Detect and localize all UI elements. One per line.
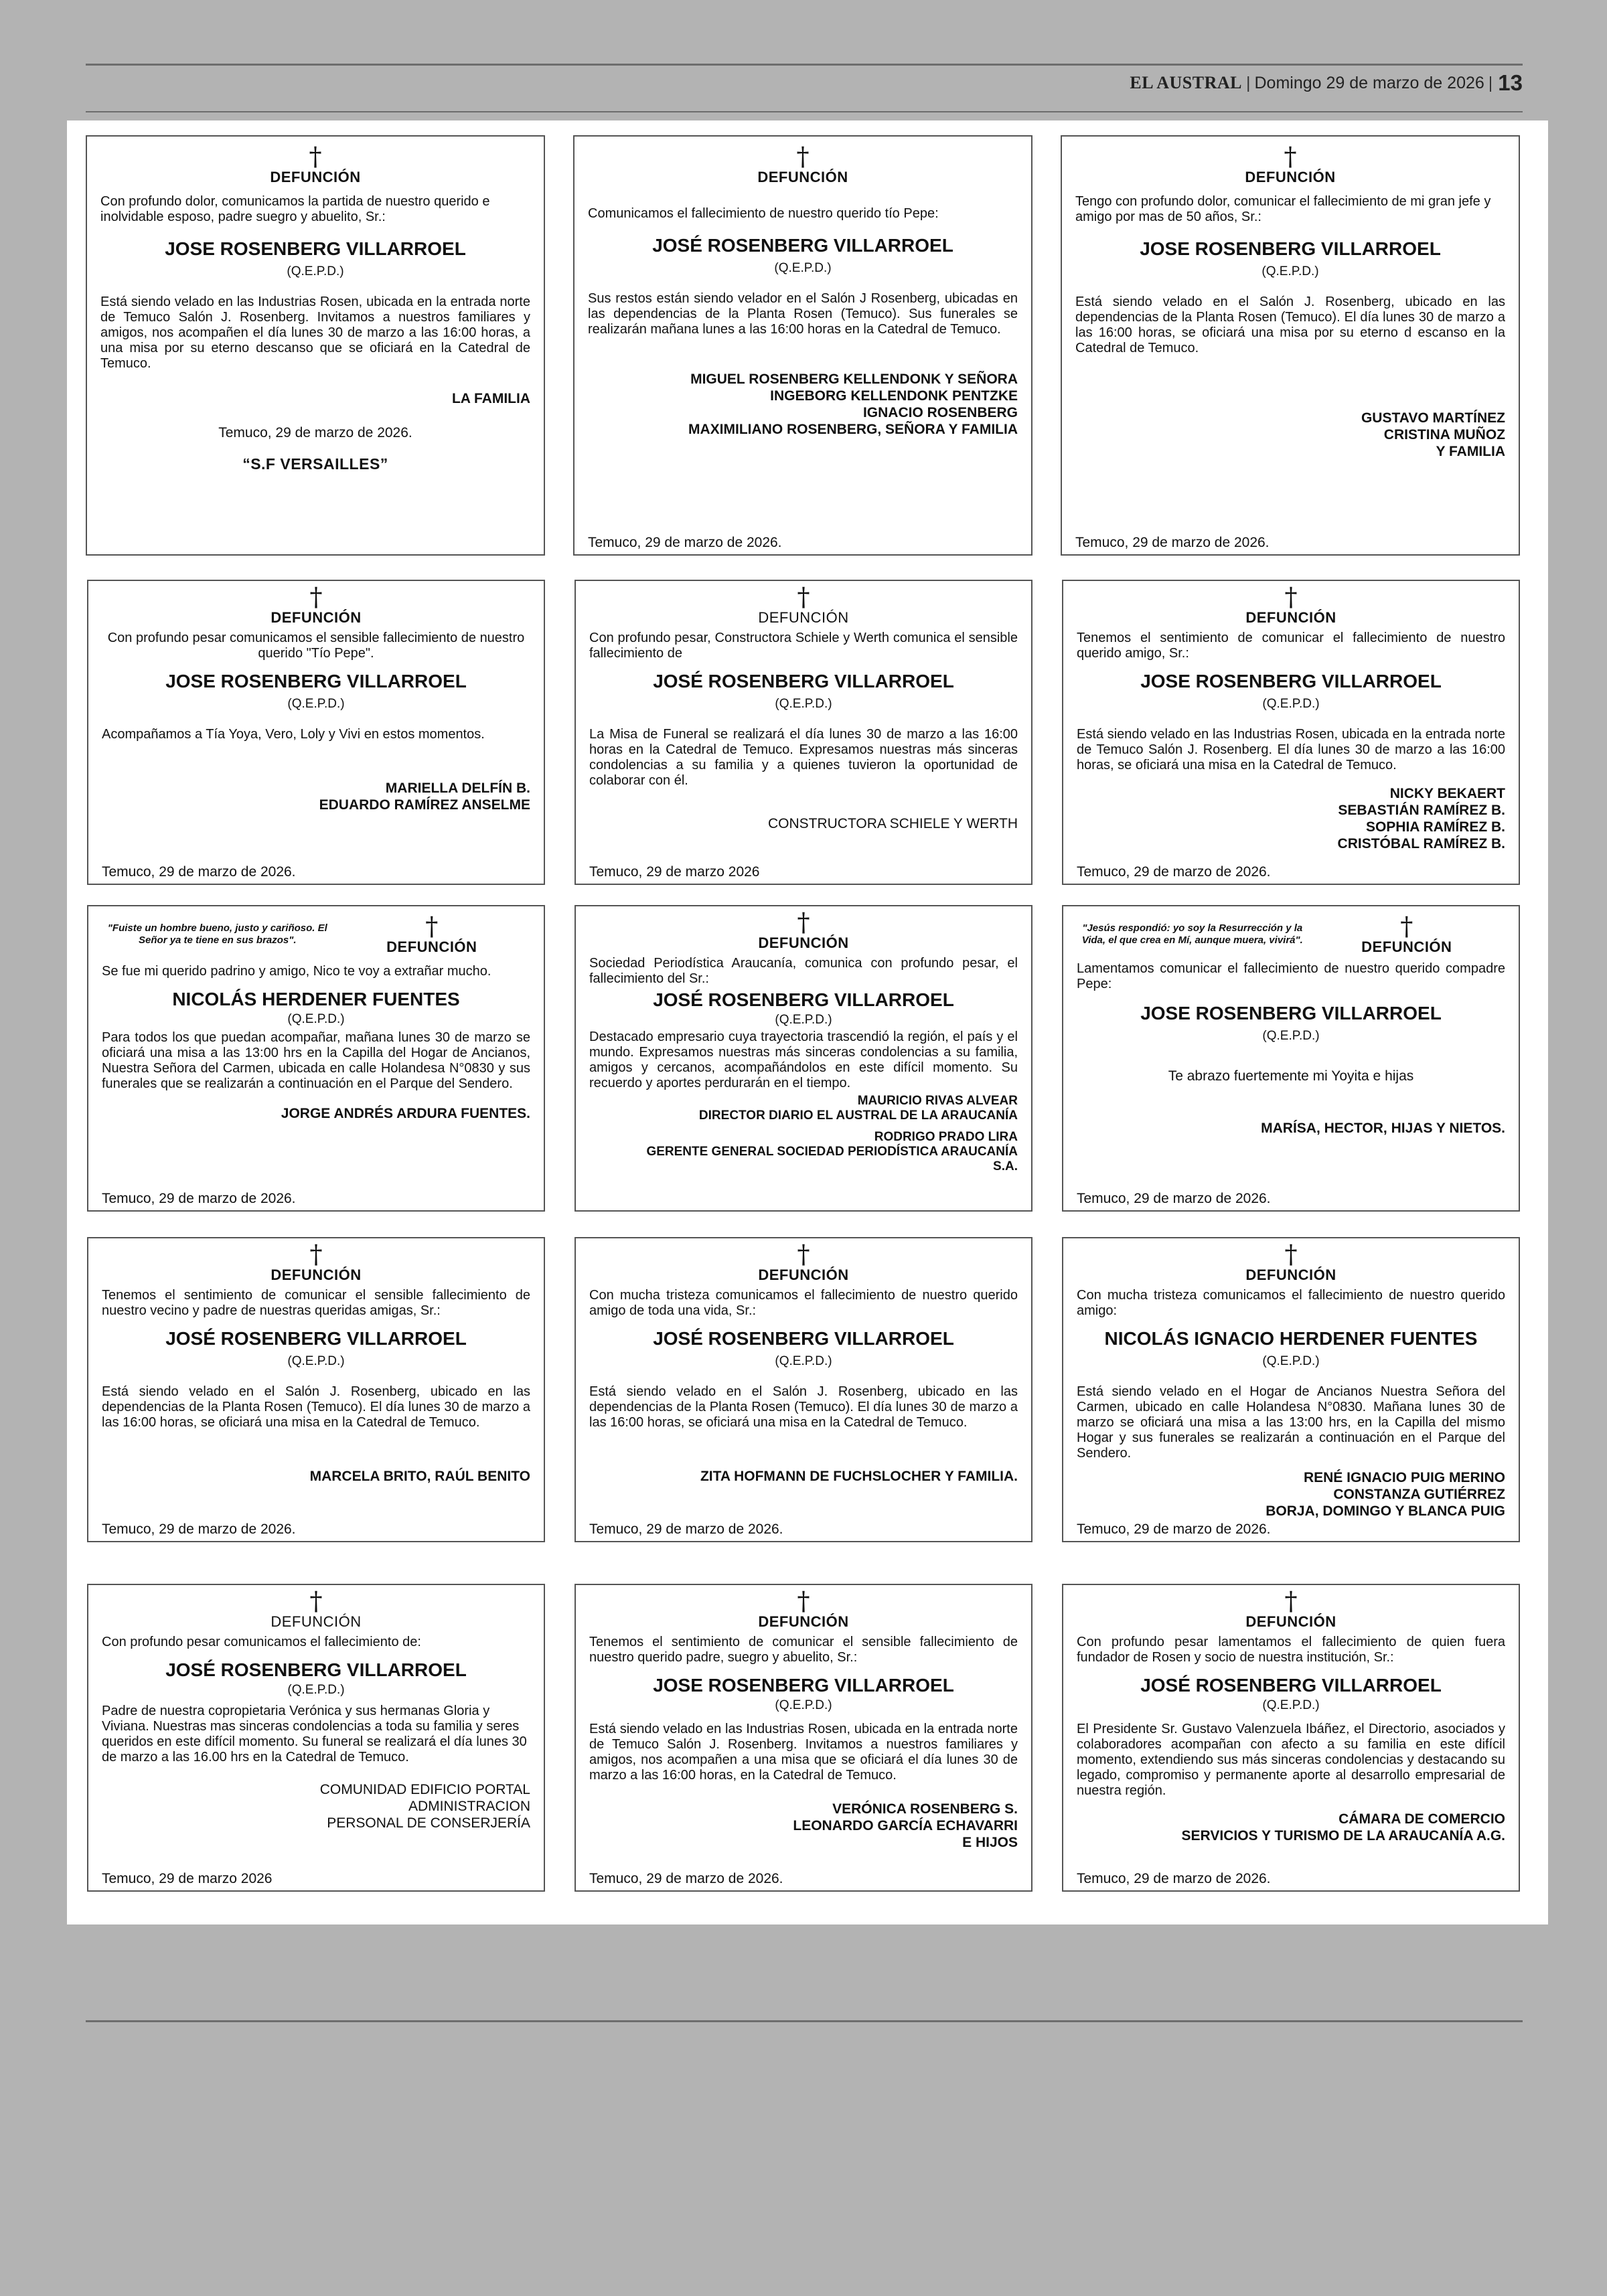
qepd-label: (Q.E.P.D.) xyxy=(1262,1354,1320,1368)
notice-body: Acompañamos a Tía Yoya, Vero, Loly y Vivi en estos momentos. xyxy=(102,727,485,742)
signature-line: CRISTÓBAL RAMÍREZ B. xyxy=(1337,836,1505,851)
deceased-name: NICOLÁS HERDENER FUENTES xyxy=(172,989,460,1009)
deceased-name: JOSÉ ROSENBERG VILLARROEL xyxy=(653,989,954,1010)
notice-date: Temuco, 29 de marzo de 2026. xyxy=(102,1522,296,1537)
deceased-name: JOSÉ ROSENBERG VILLARROEL xyxy=(653,671,954,691)
notice-body: El Presidente Sr. Gustavo Valenzuela Ibáñez, el Directorio, asociados y colaboradores acompañan con afecto a su familia en este difícil momento, extendiendo sus más sinceras condolencias y destacando su legado, compromiso y permanente aporte al desarrollo empresarial de nuestra región. xyxy=(1077,1722,1505,1798)
signature-line: PERSONAL DE CONSERJERÍA xyxy=(327,1815,530,1831)
notice-body: Sus restos están siendo velador en el Salón J Rosenberg, ubicadas en las dependencias de la Planta Rosen (Temuco). Sus funerales se realizarán mañana lunes a las 16:00 horas en la Catedral de Temuco. xyxy=(588,291,1018,337)
deceased-name: JOSÉ ROSENBERG VILLARROEL xyxy=(653,1328,954,1349)
notice-heading xyxy=(102,913,530,964)
funeral-home: “S.F VERSAILLES” xyxy=(242,455,388,473)
notice-date: Temuco, 29 de marzo de 2026. xyxy=(1077,1191,1271,1206)
qepd-label: (Q.E.P.D.) xyxy=(1262,1698,1320,1712)
notice-signature xyxy=(102,1781,530,1831)
signature-line: BORJA, DOMINGO Y BLANCA PUIG xyxy=(1266,1503,1505,1519)
notice-signature xyxy=(102,780,530,813)
signature-line: LA FAMILIA xyxy=(451,391,530,406)
notice-signature xyxy=(589,815,1018,832)
notice-body: Está siendo velado en el Salón J. Rosenberg, ubicado en las dependencias de la Planta Rosen (Temuco). El día lunes 30 de marzo a las 16:00 horas, se oficiará una misa en la Catedral de Temuco. xyxy=(589,1384,1018,1430)
qepd-label: (Q.E.P.D.) xyxy=(1261,264,1319,278)
notice-date: Temuco, 29 de marzo 2026 xyxy=(589,864,760,880)
deceased-name: JOSE ROSENBERG VILLARROEL xyxy=(1140,1003,1442,1023)
signature-line: MARCELA BRITO, RAÚL BENITO xyxy=(309,1469,530,1484)
deceased-name: JOSÉ ROSENBERG VILLARROEL xyxy=(165,1659,467,1680)
header-separator: | xyxy=(1488,73,1493,92)
signature-line: RENÉ IGNACIO PUIG MERINO xyxy=(1303,1470,1505,1485)
notice-signature xyxy=(1077,1120,1505,1137)
notice-intro: Sociedad Periodística Araucanía, comunica con profundo pesar, el fallecimiento del Sr.: xyxy=(589,956,1018,986)
signature-line: GERENTE GENERAL SOCIEDAD PERIODÍSTICA ARAUCANÍA xyxy=(646,1145,1018,1159)
signature-line: IGNACIO ROSENBERG xyxy=(862,405,1018,420)
notice-intro: Con profundo pesar, Constructora Schiele y Werth comunica el sensible fallecimiento de xyxy=(589,631,1018,661)
obituary-page xyxy=(67,120,1548,1924)
cross-icon: † xyxy=(797,908,810,937)
notice-intro: Con profundo pesar comunicamos el sensible fallecimiento de nuestro querido "Tío Pepe". xyxy=(107,631,525,661)
cross-icon: † xyxy=(797,1240,810,1269)
signature-line: MIGUEL ROSENBERG KELLENDONK Y SEÑORA xyxy=(690,372,1018,387)
obituary-notice xyxy=(575,905,1032,1212)
deceased-name: NICOLÁS IGNACIO HERDENER FUENTES xyxy=(1104,1328,1478,1349)
notice-signature xyxy=(102,1468,530,1485)
deceased-name: JOSÉ ROSENBERG VILLARROEL xyxy=(165,1328,467,1349)
notice-date: Temuco, 29 de marzo de 2026. xyxy=(102,1191,296,1206)
notice-date: Temuco, 29 de marzo de 2026. xyxy=(1077,1871,1271,1886)
notice-caption: DEFUNCIÓN xyxy=(271,609,362,626)
deceased-name: JOSE ROSENBERG VILLARROEL xyxy=(165,238,466,259)
obituary-notice xyxy=(575,1237,1032,1542)
signature-line: SEBASTIÁN RAMÍREZ B. xyxy=(1338,803,1505,818)
signature-line: RODRIGO PRADO LIRA xyxy=(874,1130,1018,1144)
qepd-label: (Q.E.P.D.) xyxy=(287,697,345,711)
notice-body: Destacado empresario cuya trayectoria trascendió la región, el país y el mundo. Expresamos nuestras más sinceras condolencias a su familia, amigos y cercanos, acompañándolos en este difícil momento. Su recuerdo y aportes perdurarán en el tiempo. xyxy=(589,1030,1018,1090)
deceased-name: JOSÉ ROSENBERG VILLARROEL xyxy=(652,235,953,256)
signature-line: DIRECTOR DIARIO EL AUSTRAL DE LA ARAUCANÍA xyxy=(698,1109,1018,1123)
notice-intro: Con mucha tristeza comunicamos el fallecimiento de nuestro querido amigo de toda una vida, Sr.: xyxy=(589,1288,1018,1318)
signature-line: ADMINISTRACION xyxy=(408,1799,530,1814)
signature-line: NICKY BEKAERT xyxy=(1389,786,1505,801)
notice-signature xyxy=(1077,785,1505,852)
notice-date: Temuco, 29 de marzo de 2026. xyxy=(589,1871,783,1886)
qepd-label: (Q.E.P.D.) xyxy=(287,264,344,278)
notice-body: Está siendo velado en las Industrias Rosen, ubicada en la entrada norte de Temuco Salón J. Rosenberg. Invitamos a nuestros familiares y amigos, nos acompañen el día lunes 30 de marzo a las 16:00 horas, a una misa por su eterno descanso que se oficiará en la Catedral de Temuco. xyxy=(100,295,530,371)
notice-body: Está siendo velado en el Hogar de Ancianos Nuestra Señora del Carmen, ubicado en calle Holandesa N°0830. Mañana lunes 30 de marzo se oficiará una misa a las 13:00 hrs, en la Capilla del mismo Hogar y sus funerales se realizarán a continuación en el Parque del Sendero. xyxy=(1077,1384,1505,1461)
obituary-notice xyxy=(1062,1237,1520,1542)
signature-line: LEONARDO GARCÍA ECHAVARRI xyxy=(793,1818,1018,1833)
notice-intro: Tenemos el sentimiento de comunicar el fallecimiento de nuestro querido amigo, Sr.: xyxy=(1077,631,1505,661)
notice-body: Está siendo velado en el Salón J. Rosenberg, ubicado en las dependencias de la Planta Rosen (Temuco). El día lunes 30 de marzo a las 16:00 horas, se oficiará una misa en la Catedral de Temuco. xyxy=(102,1384,530,1430)
cross-icon: † xyxy=(1284,1586,1298,1616)
obituary-notice xyxy=(1062,580,1520,885)
header-underline xyxy=(86,111,1523,112)
signature-line: INGEBORG KELLENDONK PENTZKE xyxy=(770,388,1018,404)
notice-caption: DEFUNCIÓN xyxy=(758,934,849,951)
notice-date: Temuco, 29 de marzo de 2026. xyxy=(218,425,412,440)
notice-intro: Comunicamos el fallecimiento de nuestro querido tío Pepe: xyxy=(588,206,939,221)
obituary-notice xyxy=(87,580,545,885)
notice-intro: Con profundo pesar comunicamos el fallecimiento de: xyxy=(102,1635,421,1649)
notice-heading xyxy=(1077,913,1505,961)
cross-icon: † xyxy=(1284,582,1298,612)
obituary-notice xyxy=(87,1584,545,1892)
signature-line: E HIJOS xyxy=(962,1835,1018,1850)
notice-date: Temuco, 29 de marzo de 2026. xyxy=(102,864,296,880)
qepd-label: (Q.E.P.D.) xyxy=(775,697,832,711)
signature-line: CONSTRUCTORA SCHIELE Y WERTH xyxy=(767,816,1018,831)
signature-line: SOPHIA RAMÍREZ B. xyxy=(1365,819,1505,835)
notice-caption: DEFUNCIÓN xyxy=(1245,1613,1336,1630)
cross-icon: † xyxy=(309,582,323,612)
signature-line: MAURICIO RIVAS ALVEAR xyxy=(857,1094,1018,1108)
cross-icon: † xyxy=(309,142,322,171)
obituary-notice xyxy=(575,580,1032,885)
qepd-label: (Q.E.P.D.) xyxy=(287,1683,345,1697)
notice-body: Está siendo velado en el Salón J. Rosenberg, ubicado en las dependencias de la Planta Rosen (Temuco). El día lunes 30 de marzo a las 16:00 horas, se oficiará una misa por su eterno d escanso en la Catedral de Temuco. xyxy=(1075,295,1505,355)
notice-signature xyxy=(589,1094,1018,1174)
cross-icon: † xyxy=(425,912,439,941)
notice-body: Está siendo velado en las Industrias Rosen, ubicada en la entrada norte de Temuco Salón J. Rosenberg. El día lunes 30 de marzo a las 16:00 horas, se oficiará una misa en la Catedral de Temuco. xyxy=(1077,727,1505,772)
signature-line: S.A. xyxy=(993,1159,1018,1173)
deceased-name: JOSÉ ROSENBERG VILLARROEL xyxy=(1140,1675,1442,1696)
header-separator: | xyxy=(1246,73,1251,92)
signature-line: COMUNIDAD EDIFICIO PORTAL xyxy=(319,1782,530,1797)
notice-body: Para todos los que puedan acompañar, mañana lunes 30 de marzo se oficiará una misa a las 13:00 hrs en la Capilla del Hogar de Ancianos, Nuestra Señora del Carmen, ubicada en calle Holandesa N°0830 y sus funerales que se realizarán a continuación en el Parque del Sendero. xyxy=(102,1030,530,1091)
cross-icon: † xyxy=(797,582,810,612)
notice-signature xyxy=(1077,1469,1505,1520)
notice-body: La Misa de Funeral se realizará el día lunes 30 de marzo a las 16:00 horas en la Catedral de Temuco. Expresamos nuestras más sinceras condolencias a su familia y a quienes tuvieron la oportunidad de colaborar con él. xyxy=(589,727,1018,788)
obituary-notice xyxy=(1062,905,1520,1212)
notice-signature xyxy=(589,1468,1018,1485)
notice-caption: DEFUNCIÓN xyxy=(1245,1266,1336,1283)
notice-signature xyxy=(100,390,530,407)
qepd-label: (Q.E.P.D.) xyxy=(775,1354,832,1368)
signature-line: SERVICIOS Y TURISMO DE LA ARAUCANÍA A.G. xyxy=(1181,1828,1505,1843)
newspaper-name: EL AUSTRAL xyxy=(1130,73,1242,92)
notice-body: Padre de nuestra copropietaria Verónica y sus hermanas Gloria y Viviana. Nuestras mas sinceras condolencias a toda su familia y seres queridos en este difícil momento. Su funeral se realizará el día lunes 30 de marzo a las 16.00 hrs en la Catedral de Temuco. xyxy=(102,1704,527,1765)
notice-intro: Lamentamos comunicar el fallecimiento de nuestro querido compadre Pepe: xyxy=(1077,961,1505,991)
notice-body: Está siendo velado en las Industrias Rosen, ubicada en la entrada norte de Temuco Salón J. Rosenberg. Invitamos a nuestros familiares y amigos, nos acompañen a una misa que se oficiará el día lunes 30 de marzo a las 16:00 horas, en la Catedral de Temuco. xyxy=(589,1722,1018,1783)
notice-date: Temuco, 29 de marzo de 2026. xyxy=(589,1522,783,1537)
notice-signature xyxy=(1077,1811,1505,1844)
header-rule xyxy=(86,64,1523,66)
signature-line: Y FAMILIA xyxy=(1436,444,1505,459)
footer-rule xyxy=(86,2020,1523,2022)
notice-intro: Tengo con profundo dolor, comunicar el fallecimiento de mi gran jefe y amigo por mas de 50 años, Sr.: xyxy=(1075,194,1491,224)
signature-line: MARÍSA, HECTOR, HIJAS Y NIETOS. xyxy=(1261,1121,1505,1136)
signature-line: EDUARDO RAMÍREZ ANSELME xyxy=(319,797,530,813)
notice-caption: DEFUNCIÓN xyxy=(1245,169,1336,185)
obituary-notice xyxy=(1062,1584,1520,1892)
deceased-name: JOSE ROSENBERG VILLARROEL xyxy=(165,671,467,691)
obituary-notice xyxy=(87,905,545,1212)
notice-caption: DEFUNCIÓN xyxy=(270,169,361,185)
qepd-label: (Q.E.P.D.) xyxy=(775,1013,832,1027)
notice-body: Te abrazo fuertemente mi Yoyita e hijas xyxy=(1168,1068,1414,1084)
notice-caption: DEFUNCIÓN xyxy=(271,1613,362,1630)
cross-icon: † xyxy=(1284,1240,1298,1269)
signature-line: MARIELLA DELFÍN B. xyxy=(385,781,530,796)
notice-signature xyxy=(1075,410,1505,460)
notice-signature xyxy=(589,1801,1018,1851)
signature-line: CÁMARA DE COMERCIO xyxy=(1338,1811,1505,1827)
notice-date: Temuco, 29 de marzo de 2026. xyxy=(588,535,782,550)
notice-signature xyxy=(102,1105,530,1122)
notice-date: Temuco, 29 de marzo de 2026. xyxy=(1077,1522,1271,1537)
qepd-label: (Q.E.P.D.) xyxy=(775,1698,832,1712)
notice-date: Temuco, 29 de marzo de 2026. xyxy=(1075,535,1270,550)
notice-intro: Tenemos el sentimiento de comunicar el sensible fallecimiento de nuestro vecino y padre de nuestras queridas amigas, Sr.: xyxy=(102,1288,530,1318)
signature-line: GUSTAVO MARTÍNEZ xyxy=(1361,410,1505,426)
notice-date: Temuco, 29 de marzo de 2026. xyxy=(1077,864,1271,880)
cross-icon: † xyxy=(796,142,810,171)
cross-icon: † xyxy=(309,1586,323,1616)
qepd-label: (Q.E.P.D.) xyxy=(1262,1029,1320,1043)
signature-spacer xyxy=(589,1123,1018,1130)
notice-caption: DEFUNCIÓN xyxy=(1361,938,1452,955)
notice-caption: DEFUNCIÓN xyxy=(271,1266,362,1283)
cross-icon: † xyxy=(797,1586,810,1616)
obituary-notice xyxy=(573,135,1032,556)
qepd-label: (Q.E.P.D.) xyxy=(287,1012,345,1026)
signature-line: MAXIMILIANO ROSENBERG, SEÑORA Y FAMILIA xyxy=(688,422,1018,437)
deceased-name: JOSE ROSENBERG VILLARROEL xyxy=(1140,238,1441,259)
notice-intro: Con mucha tristeza comunicamos el fallecimiento de nuestro querido amigo: xyxy=(1077,1288,1505,1318)
obituary-notice xyxy=(575,1584,1032,1892)
cross-icon: † xyxy=(309,1240,323,1269)
notice-caption: DEFUNCIÓN xyxy=(757,169,848,185)
obituary-notice xyxy=(1061,135,1520,556)
notice-intro: Se fue mi querido padrino y amigo, Nico te voy a extrañar mucho. xyxy=(102,964,491,979)
cross-icon: † xyxy=(1284,142,1297,171)
obituary-notice xyxy=(87,1237,545,1542)
notice-caption: DEFUNCIÓN xyxy=(1245,609,1336,626)
notice-caption: DEFUNCIÓN xyxy=(758,1613,849,1630)
qepd-label: (Q.E.P.D.) xyxy=(287,1354,345,1368)
page-header xyxy=(1130,68,1523,98)
notice-caption: DEFUNCIÓN xyxy=(386,938,477,955)
notice-intro: Tenemos el sentimiento de comunicar el sensible fallecimiento de nuestro querido padre, suegro y abuelito, Sr.: xyxy=(589,1635,1018,1665)
notice-signature xyxy=(588,371,1018,438)
notice-date: Temuco, 29 de marzo 2026 xyxy=(102,1871,273,1886)
page-number: 13 xyxy=(1498,70,1523,95)
bible-quote: "Jesús respondió: yo soy la Resurrección y la Vida, el que crea en Mí, aunque muera, vivirá". xyxy=(1081,922,1303,946)
qepd-label: (Q.E.P.D.) xyxy=(1262,697,1320,711)
bible-quote: "Fuiste un hombre bueno, justo y cariñoso. El Señor ya te tiene en sus brazos". xyxy=(107,922,327,946)
qepd-label: (Q.E.P.D.) xyxy=(774,261,832,275)
notice-caption: DEFUNCIÓN xyxy=(758,1266,849,1283)
signature-line: CONSTANZA GUTIÉRREZ xyxy=(1333,1487,1505,1502)
notice-caption: DEFUNCIÓN xyxy=(758,609,849,626)
notice-intro: Con profundo dolor, comunicamos la partida de nuestro querido e inolvidable esposo, padre suegro y abuelito, Sr.: xyxy=(100,194,490,224)
header-date: Domingo 29 de marzo de 2026 xyxy=(1254,73,1484,92)
signature-line: CRISTINA MUÑOZ xyxy=(1383,427,1505,442)
deceased-name: JOSE ROSENBERG VILLARROEL xyxy=(653,1675,954,1696)
cross-icon: † xyxy=(1400,912,1413,941)
deceased-name: JOSE ROSENBERG VILLARROEL xyxy=(1140,671,1442,691)
notice-intro: Con profundo pesar lamentamos el fallecimiento de quien fuera fundador de Rosen y socio de nuestra institución, Sr.: xyxy=(1077,1635,1505,1665)
signature-line: ZITA HOFMANN DE FUCHSLOCHER Y FAMILIA. xyxy=(700,1469,1018,1484)
signature-line: JORGE ANDRÉS ARDURA FUENTES. xyxy=(281,1106,530,1121)
obituary-notice xyxy=(86,135,545,556)
signature-line: VERÓNICA ROSENBERG S. xyxy=(832,1801,1018,1817)
